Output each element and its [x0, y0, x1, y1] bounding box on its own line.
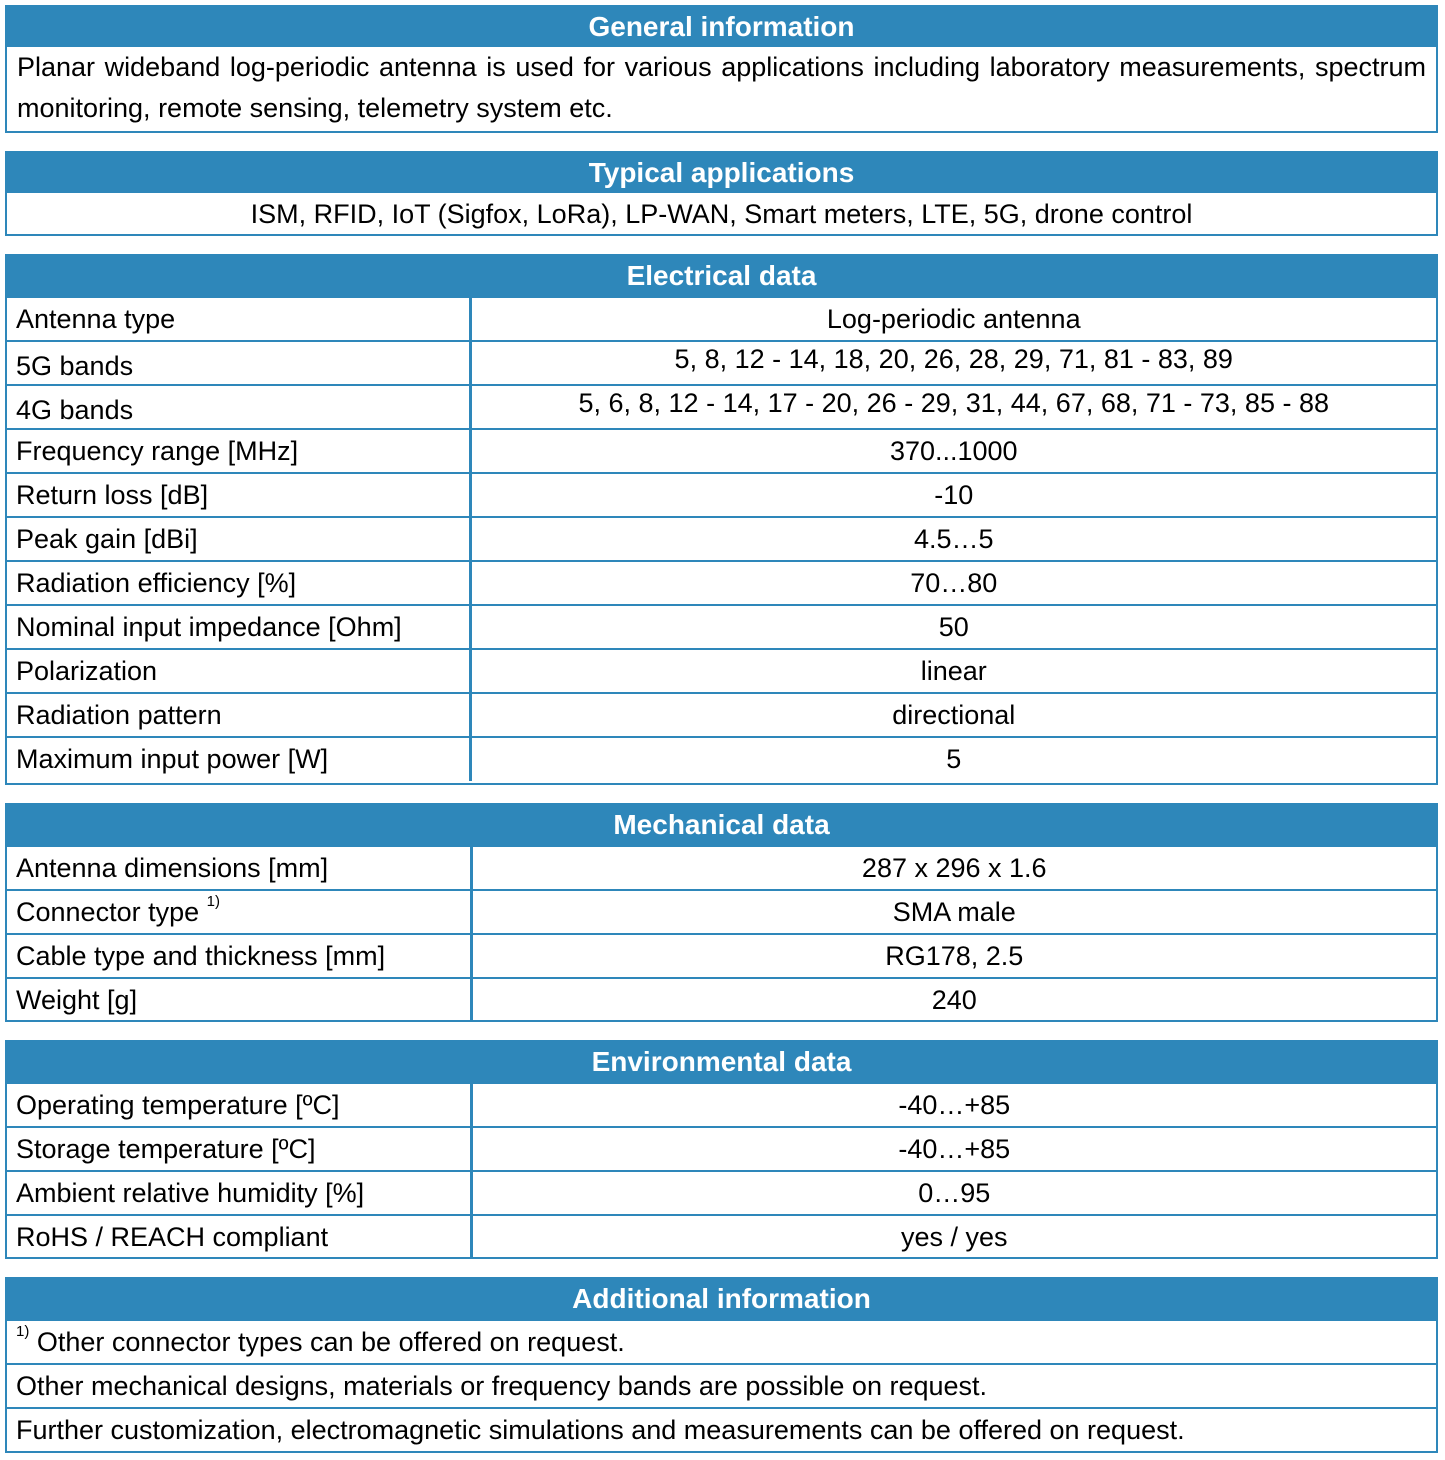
table-row [7, 605, 1436, 649]
electrical-data-header: Electrical data [7, 256, 1436, 296]
spec-label: Cable type and thickness [mm] [7, 934, 471, 978]
spec-value: 50 [470, 605, 1436, 649]
spec-value: RG178, 2.5 [471, 934, 1436, 978]
note-line: Further customization, electromagnetic simulations and measurements can be offered on request. [7, 1408, 1436, 1452]
spec-value: -40…+85 [471, 1083, 1436, 1127]
spec-label: Storage temperature [ºC] [7, 1127, 471, 1171]
table-row [7, 1320, 1436, 1364]
mechanical-data-header: Mechanical data [7, 805, 1436, 845]
spec-label: Radiation pattern [7, 693, 470, 737]
environmental-data-table [7, 1082, 1436, 1259]
spec-value: -10 [470, 473, 1436, 517]
spec-value: SMA male [471, 890, 1436, 934]
table-row [7, 1408, 1436, 1452]
table-row [7, 385, 1436, 429]
spec-value: 5, 6, 8, 12 - 14, 17 - 20, 26 - 29, 31, 44, 67, 68, 71 - 73, 85 - 88 [470, 385, 1436, 429]
general-information-text: Planar wideband log-periodic antenna is used for various applications including laboratory measurements, spectrum monitoring, remote sensing, telemetry system etc. [17, 52, 1426, 123]
spec-value: linear [470, 649, 1436, 693]
table-row [7, 890, 1436, 934]
spec-value: 5, 8, 12 - 14, 18, 20, 26, 28, 29, 71, 81 - 83, 89 [470, 341, 1436, 385]
spec-value: Log-periodic antenna [470, 297, 1436, 341]
table-row [7, 737, 1436, 781]
footnote-marker: 1) [16, 1322, 30, 1340]
table-row [7, 297, 1436, 341]
spec-label: Antenna type [7, 297, 470, 341]
spec-value: 370...1000 [470, 429, 1436, 473]
spec-label-cell [7, 890, 471, 934]
spec-label: Connector type [16, 896, 200, 927]
spec-label: Weight [g] [7, 978, 471, 1022]
spec-value: yes / yes [471, 1215, 1436, 1259]
spec-label: Nominal input impedance [Ohm] [7, 605, 470, 649]
spec-label: Polarization [7, 649, 470, 693]
spec-value: directional [470, 693, 1436, 737]
table-row [7, 1364, 1436, 1408]
electrical-data-table [7, 296, 1436, 781]
typical-applications-section [5, 151, 1438, 236]
note-text: Other connector types can be offered on request. [36, 1326, 625, 1357]
spec-value: 4.5…5 [470, 517, 1436, 561]
table-row [7, 846, 1436, 890]
table-row [7, 1083, 1436, 1127]
table-row [7, 649, 1436, 693]
table-row [7, 429, 1436, 473]
spec-label: Maximum input power [W] [7, 737, 470, 781]
spec-label: 5G bands [7, 341, 470, 385]
footnote-marker: 1) [206, 892, 220, 910]
table-row [7, 693, 1436, 737]
spec-label: RoHS / REACH compliant [7, 1215, 471, 1259]
note-line [7, 1320, 1436, 1364]
typical-applications-header: Typical applications [7, 153, 1436, 193]
table-row [7, 341, 1436, 385]
additional-information-header: Additional information [7, 1279, 1436, 1319]
spec-label: 4G bands [7, 385, 470, 429]
environmental-data-header: Environmental data [7, 1042, 1436, 1082]
spec-value: 287 x 296 x 1.6 [471, 846, 1436, 890]
additional-information-table [7, 1319, 1436, 1452]
table-row [7, 1127, 1436, 1171]
spec-label: Antenna dimensions [mm] [7, 846, 471, 890]
environmental-data-section [5, 1040, 1438, 1259]
table-row [7, 561, 1436, 605]
mechanical-data-section [5, 803, 1438, 1022]
note-line: Other mechanical designs, materials or frequency bands are possible on request. [7, 1364, 1436, 1408]
table-row [7, 1171, 1436, 1215]
spec-value: 70…80 [470, 561, 1436, 605]
additional-information-section [5, 1277, 1438, 1453]
spec-label: Frequency range [MHz] [7, 429, 470, 473]
general-information-section [5, 5, 1438, 133]
spec-label: Peak gain [dBi] [7, 517, 470, 561]
spec-label: Ambient relative humidity [%] [7, 1171, 471, 1215]
spec-label: Return loss [dB] [7, 473, 470, 517]
general-information-header: General information [7, 7, 1436, 47]
table-row [7, 1215, 1436, 1259]
spec-value: 240 [471, 978, 1436, 1022]
spec-label: Radiation efficiency [%] [7, 561, 470, 605]
spec-value: 0…95 [471, 1171, 1436, 1215]
mechanical-data-table [7, 845, 1436, 1022]
spec-label: Operating temperature [ºC] [7, 1083, 471, 1127]
table-row [7, 473, 1436, 517]
spec-value: -40…+85 [471, 1127, 1436, 1171]
table-row [7, 978, 1436, 1022]
typical-applications-text: ISM, RFID, IoT (Sigfox, LoRa), LP-WAN, Smart meters, LTE, 5G, drone control [250, 199, 1193, 229]
table-row [7, 934, 1436, 978]
spec-value: 5 [470, 737, 1436, 781]
table-row [7, 517, 1436, 561]
electrical-data-section [5, 254, 1438, 785]
